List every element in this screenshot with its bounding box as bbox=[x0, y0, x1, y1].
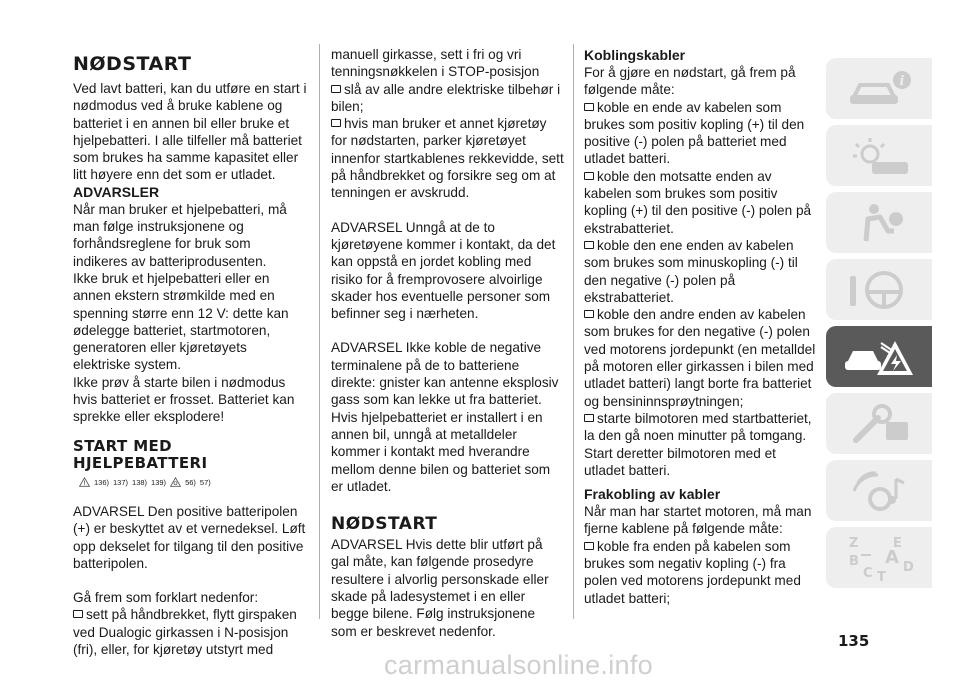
index-letter: D bbox=[903, 559, 914, 575]
index-letter: Z bbox=[849, 535, 859, 551]
section-title-nodstart: NØDSTART bbox=[73, 53, 192, 75]
tab-multimedia[interactable] bbox=[826, 460, 932, 521]
bullet-text: slå av alle andre elektriske tilbehør i bilen; bbox=[331, 81, 561, 114]
column-3 bbox=[584, 46, 816, 607]
bullet-text: starte bilmotoren med startbatteriet, la den gå noen minutter på tomgang. Start deretter bilmotoren med et utladet batteri. bbox=[584, 410, 812, 478]
bullet-text: hvis man bruker et annet kjøretøy for nødstarten, parker kjøretøyet innenfor startkablenes rekkevidde, sett på håndbrekket og forsikre seg om at tenningen er avskrudd. bbox=[331, 116, 564, 201]
tab-car-info[interactable] bbox=[826, 58, 932, 119]
advarsel-paragraph: ADVARSEL Hvis dette blir utført på gal måte, kan følgende prosedyre resultere i alvorlig personskade eller skade på ladesystemet i en eller begge bilene. Følg instruksjonene som er beskrevet nedenfor. bbox=[331, 537, 549, 639]
tab-maintenance[interactable] bbox=[826, 393, 932, 454]
reference-number[interactable]: 56) bbox=[185, 477, 196, 487]
advarsel-paragraph: ADVARSEL Den positive batteripolen (+) er beskyttet av et vernedeksel. Løft opp dekselet for tilgang til den positive batteripolen. bbox=[73, 503, 306, 571]
svg-text:i: i bbox=[899, 73, 905, 89]
section-title-start-hjelpebatteri: START MED HJELPEBATTERI bbox=[73, 436, 208, 472]
caution-triangle-icon bbox=[170, 477, 181, 487]
column-divider bbox=[573, 44, 574, 619]
section-title-nodstart-2: NØDSTART bbox=[331, 514, 438, 535]
reference-row bbox=[79, 474, 307, 491]
checkbox-bullet-icon bbox=[584, 172, 594, 180]
checkbox-bullet-icon bbox=[331, 85, 341, 93]
tab-emergency[interactable] bbox=[826, 326, 932, 387]
bullet-text: koble en ende av kabelen som brukes som positiv kopling (+) til den positive (-) polen på batteriet med utladet batteri. bbox=[584, 99, 805, 167]
subheading-koblingskabler: Koblingskabler bbox=[584, 47, 686, 63]
emergency-warning-icon bbox=[841, 333, 917, 381]
index-letters-icon bbox=[841, 533, 917, 583]
bullet-text: koble den ene enden av kabelen som brukes som minuskopling (-) til den negative (-) polen på ekstrabatteriet. bbox=[584, 237, 798, 305]
warning-paragraph: Ikke bruk et hjelpebatteri eller en annen ekstern strømkilde med en spenning større enn 12 V: dette kan ødelegge batteriet, startmotoren, generatoren eller kjøretøyets elektriske system. bbox=[73, 270, 289, 373]
warning-triangle-icon bbox=[79, 477, 90, 487]
procedure-intro: Når man har startet motoren, må man fjerne kablene på følgende måte: bbox=[584, 504, 812, 537]
bullet-item bbox=[73, 606, 307, 658]
reference-number[interactable]: 137) bbox=[113, 477, 129, 487]
tab-index[interactable] bbox=[826, 527, 932, 588]
bullet-item bbox=[331, 115, 564, 201]
index-letter: C bbox=[863, 565, 873, 581]
bullet-item bbox=[331, 81, 564, 116]
column-2 bbox=[331, 46, 564, 640]
bullet-continuation: manuell girkasse, sett i fri og vri tenningsnøkkelen i STOP-posisjon bbox=[331, 47, 540, 80]
tab-airbag-safety[interactable] bbox=[826, 192, 932, 253]
bullet-item bbox=[584, 410, 816, 479]
procedure-intro: Gå frem som forklart nedenfor: bbox=[73, 590, 259, 606]
column-divider bbox=[319, 44, 320, 619]
tab-steering-wheel[interactable] bbox=[826, 259, 932, 320]
warnings-heading: ADVARSLER bbox=[73, 183, 160, 200]
index-letter: B bbox=[849, 553, 859, 569]
checkbox-bullet-icon bbox=[584, 414, 594, 422]
warning-paragraph: Ikke prøv å starte bilen i nødmodus hvis batteriet er frosset. Batteriet kan sprekke eller eksplodere! bbox=[73, 374, 295, 425]
bullet-text: sett på håndbrekket, flytt girspaken ved Dualogic girkassen i N-posisjon (fri), eller, for kjøretøy utstyrt med bbox=[73, 607, 297, 658]
advarsel-paragraph: ADVARSEL Unngå at de to kjøretøyene kommer i kontakt, da det kan oppstå en jordet kobling med risiko for å fremprovosere alvoirlige skader hos eventuelle personer som befinner seg i nærheten. bbox=[331, 219, 556, 322]
reference-number[interactable]: 57) bbox=[199, 477, 211, 487]
bullet-text: koble den motsatte enden av kabelen som brukes som positiv kopling (+) til den positive (-) polen på ekstrabatteriet. bbox=[584, 168, 812, 236]
checkbox-bullet-icon bbox=[584, 103, 594, 111]
checkbox-bullet-icon bbox=[73, 610, 83, 618]
reference-number[interactable]: 138) bbox=[132, 477, 148, 487]
checkbox-bullet-icon bbox=[584, 310, 594, 318]
bullet-item bbox=[584, 306, 816, 410]
warning-paragraph: Når man bruker et hjelpebatteri, må man følge instruksjonene og forhåndsreglene for bruk som indikeres av batteriprodusenten. bbox=[73, 201, 287, 269]
chapter-tabs bbox=[826, 58, 932, 594]
airbag-safety-icon bbox=[844, 201, 914, 245]
subheading-frakobling: Frakobling av kabler bbox=[584, 486, 721, 503]
tab-dashboard-lights[interactable] bbox=[826, 125, 932, 186]
index-letter: T bbox=[877, 569, 886, 583]
bullet-item bbox=[584, 538, 816, 607]
multimedia-music-icon bbox=[844, 469, 914, 513]
reference-number[interactable]: 139) bbox=[151, 477, 167, 487]
reference-number[interactable]: 136) bbox=[94, 477, 110, 487]
page-number: 135 bbox=[838, 632, 870, 650]
watermark: carmanualsonline.info bbox=[384, 650, 653, 680]
advarsel-paragraph: ADVARSEL Ikke koble de negative terminalene på de to batteriene direkte: gnister kan antenne eksplosiv gass som kan lekke ut fra batteriet. Hvis hjelpebatteriet er installert i en annen bil, unngå at metalldeler kommer i kontakt med hverandre mellom denne bilen og batteriet som er utladet. bbox=[331, 340, 559, 494]
checkbox-bullet-icon bbox=[331, 119, 341, 127]
maintenance-tools-icon bbox=[844, 402, 914, 446]
procedure-intro: For å gjøre en nødstart, gå frem på følgende måte: bbox=[584, 65, 796, 98]
checkbox-bullet-icon bbox=[584, 542, 594, 550]
index-letter: E bbox=[893, 535, 902, 551]
dashboard-lights-icon bbox=[844, 134, 914, 178]
bullet-text: koble den andre enden av kabelen som brukes for den negative (-) polen ved motorens jordepunkt (en metalldel på motoren eller girkassen i bilen med utladet batteri) langt borte fra batteriet og bensininnsprøytningen; bbox=[584, 307, 816, 409]
column-1 bbox=[73, 52, 307, 658]
intro-paragraph: Ved lavt batteri, kan du utføre en start i nødmodus ved å bruke kablene og batteriet i en annen bil eller bruke et hjelpebatteri. I alle tilfeller må batteriet som brukes ha samme kapasitet eller litt høyere enn det som er utladet. bbox=[73, 81, 307, 183]
bullet-item bbox=[584, 237, 816, 306]
checkbox-bullet-icon bbox=[584, 241, 594, 249]
steering-wheel-icon bbox=[844, 268, 914, 312]
car-info-icon bbox=[844, 67, 914, 111]
index-letter: A bbox=[885, 546, 899, 568]
bullet-item bbox=[584, 168, 816, 237]
bullet-item bbox=[584, 99, 816, 168]
bullet-text: koble fra enden på kabelen som brukes som negativ kopling (-) fra polen ved motorens jordepunkt med utladet batteri; bbox=[584, 538, 801, 606]
